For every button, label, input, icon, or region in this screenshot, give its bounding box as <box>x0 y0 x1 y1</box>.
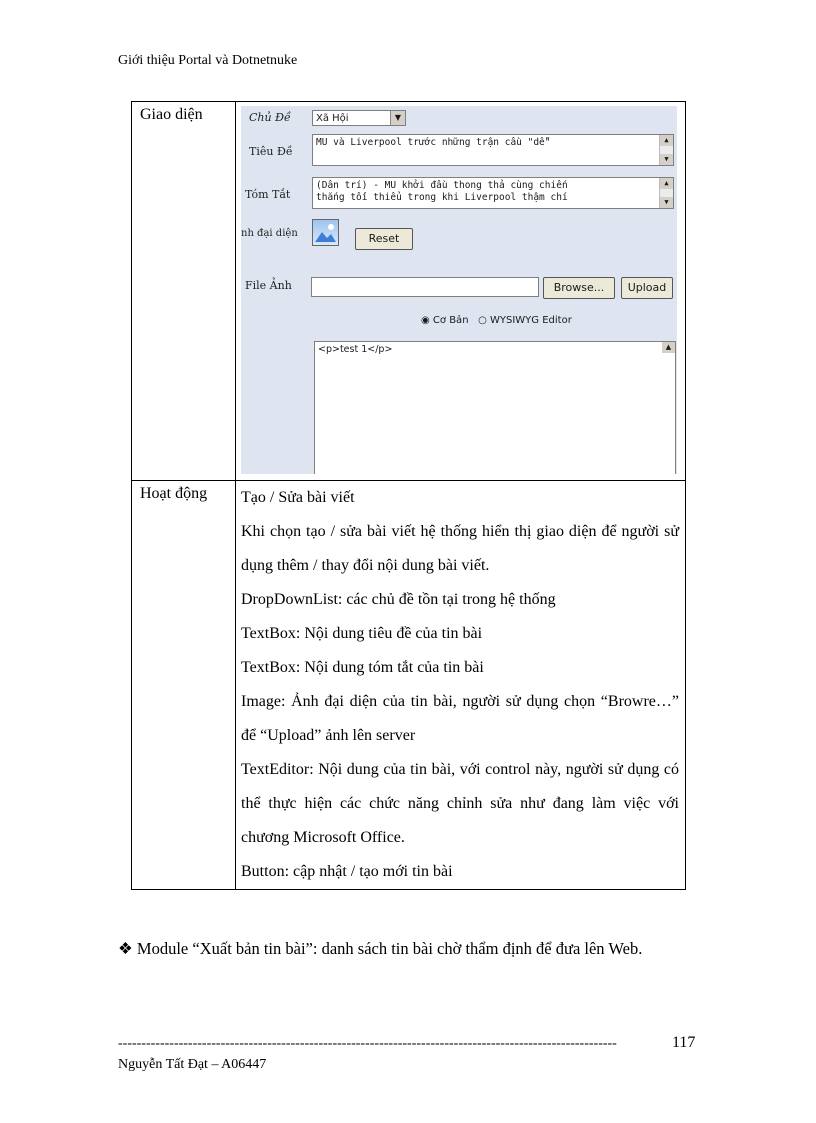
description-line: Image: Ảnh đại diện của tin bài, người sử dụng chọn “Browre…” để “Upload” ảnh lên server <box>241 693 679 744</box>
description-line: TextEditor: Nội dung của tin bài, với control này, người sử dụng có thể thực hiện các chức năng chỉnh sửa như đang làm việc với chương Microsoft Office. <box>241 761 679 846</box>
author: Nguyễn Tất Đạt – A06447 <box>118 1057 267 1072</box>
browse-button[interactable]: Browse... <box>543 277 615 299</box>
scroll-up-icon[interactable]: ▲ <box>660 178 673 189</box>
description-cell <box>236 481 686 890</box>
scrollbar[interactable] <box>659 178 673 208</box>
row-label-activity: Hoạt động <box>132 481 236 890</box>
topic-value: Xã Hội <box>316 113 349 124</box>
title-text: MU và Liverpool trước những trận cầu "dễ" <box>316 137 551 148</box>
description-line: DropDownList: các chủ đề tồn tại trong hệ thống <box>241 591 556 608</box>
file-input[interactable] <box>311 277 539 297</box>
spec-table <box>131 101 686 890</box>
page-header: Giới thiệu Portal và Dotnetnuke <box>118 53 298 68</box>
editor-mode-radio <box>421 315 572 326</box>
topic-dropdown[interactable] <box>312 110 406 126</box>
description-line: Button: cập nhật / tạo mới tin bài <box>241 863 453 880</box>
scroll-up-icon[interactable]: ▲ <box>662 342 675 353</box>
description-line: Tạo / Sửa bài viết <box>241 489 355 506</box>
title-textarea[interactable] <box>312 134 674 166</box>
description-list <box>236 481 685 889</box>
image-placeholder-icon[interactable] <box>312 219 339 246</box>
module-note <box>118 932 696 966</box>
module-note-text: Module “Xuất bản tin bài”: danh sách tin bài chờ thẩm định để đưa lên Web. <box>136 939 643 958</box>
reset-button[interactable]: Reset <box>355 228 413 250</box>
table-row <box>132 481 686 890</box>
footer-rule: ----------------------------------------------------------------------------------------------------------- <box>118 1036 617 1051</box>
summary-line: (Dân trí) - MU khởi đầu thong thả cùng chiến <box>316 180 568 191</box>
radio-wysiwyg-label: WYSIWYG Editor <box>490 315 572 326</box>
scrollbar[interactable] <box>659 135 673 165</box>
title-label: Tiêu Đề <box>249 145 293 158</box>
editor-text: <p>test 1</p> <box>318 344 393 355</box>
topic-label: Chủ Đề <box>249 111 291 124</box>
content-editor[interactable] <box>314 341 676 474</box>
row-label-interface: Giao diện <box>132 102 236 481</box>
chevron-down-icon[interactable]: ▼ <box>390 111 405 125</box>
page-number: 117 <box>672 1034 696 1051</box>
description-line: TextBox: Nội dung tóm tắt của tin bài <box>241 659 484 676</box>
table-row <box>132 102 686 481</box>
upload-button[interactable]: Upload <box>621 277 673 299</box>
radio-unselected-icon[interactable]: ○ <box>478 315 487 326</box>
file-label: File Ảnh <box>245 279 292 292</box>
scrollbar[interactable] <box>662 342 675 354</box>
scroll-up-icon[interactable]: ▲ <box>660 135 673 146</box>
summary-line: thắng tối thiểu trong khi Liverpool thậm chí <box>316 192 568 203</box>
radio-basic-label: Cơ Bản <box>432 315 469 326</box>
summary-label: Tóm Tắt <box>245 188 291 201</box>
bullet-diamond-icon: ❖ <box>118 939 133 958</box>
image-label: nh đại diện <box>241 228 298 239</box>
screenshot-cell <box>236 102 686 481</box>
radio-selected-icon[interactable]: ◉ <box>421 315 430 326</box>
form-screenshot <box>241 106 677 474</box>
description-line: TextBox: Nội dung tiêu đề của tin bài <box>241 625 483 642</box>
description-line: Khi chọn tạo / sửa bài viết hệ thống hiển thị giao diện để người sử dụng thêm / thay đổi nội dung bài viết. <box>241 523 679 574</box>
scroll-down-icon[interactable]: ▼ <box>660 154 673 165</box>
summary-textarea[interactable] <box>312 177 674 209</box>
scroll-down-icon[interactable]: ▼ <box>660 197 673 208</box>
